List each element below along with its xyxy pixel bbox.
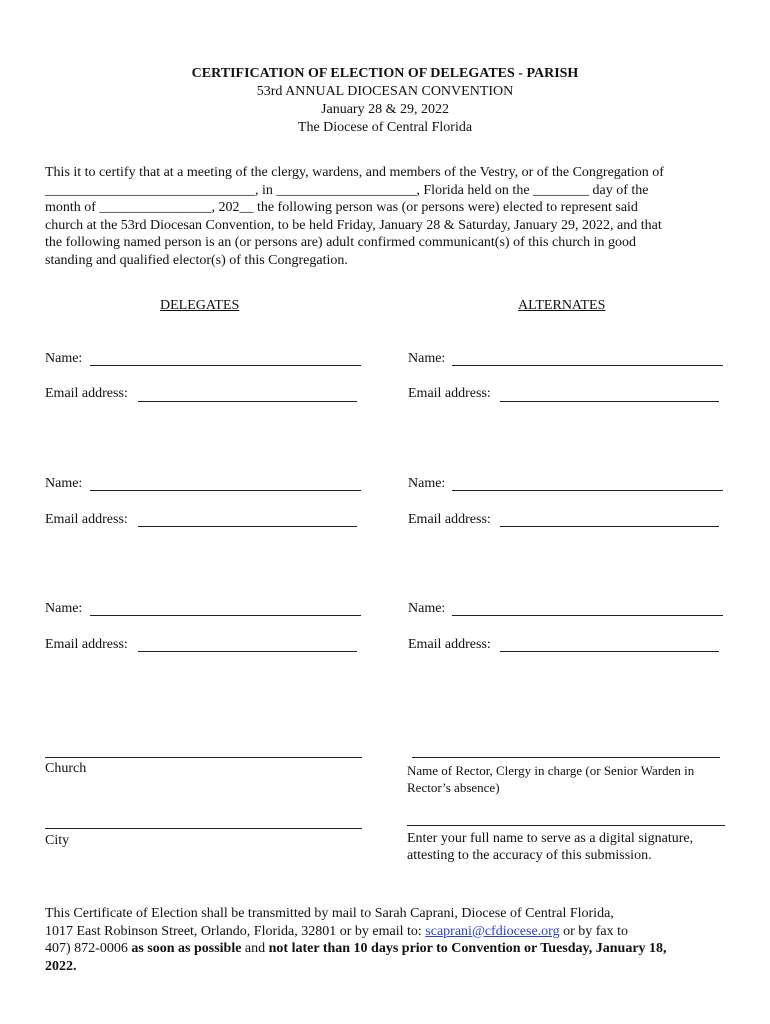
deadline-soon: as soon as possible xyxy=(131,941,242,956)
certification-line: church at the 53rd Diocesan Convention, to be held Friday, January 28 & Saturday, January 29, 2022, and that xyxy=(45,217,662,233)
delegate-2-name-field[interactable] xyxy=(90,490,361,491)
fax-text: or by fax to xyxy=(563,923,629,939)
fax-number: 407) 872-0006 xyxy=(45,941,128,956)
form-title: CERTIFICATION OF ELECTION OF DELEGATES - PARISH xyxy=(191,66,579,81)
delegate-1-name-label: Name: xyxy=(45,351,83,366)
certification-line: standing and qualified elector(s) of this Congregation. xyxy=(45,252,348,268)
alternate-2-name-field[interactable] xyxy=(452,490,723,491)
delegate-2-email-label: Email address: xyxy=(45,512,128,527)
deadline-year: 2022. xyxy=(45,958,77,974)
alternate-1-email-field[interactable] xyxy=(500,401,719,402)
and-text: and xyxy=(244,941,266,956)
transmittal-line xyxy=(45,940,735,958)
deadline-text: not later than 10 days prior to Convention or Tuesday, January 18, xyxy=(268,941,667,956)
certification-paragraph xyxy=(45,164,735,270)
address-text: 1017 East Robinson Street, Orlando, Florida, 32801 or by email to: xyxy=(45,923,422,939)
alternates-heading: ALTERNATES xyxy=(518,298,606,313)
city-field[interactable] xyxy=(45,828,362,829)
alternate-1-email-label: Email address: xyxy=(408,386,491,401)
delegates-heading: DELEGATES xyxy=(160,298,240,313)
transmittal-line: This Certificate of Election shall be transmitted by mail to Sarah Caprani, Diocese of Central Florida, xyxy=(45,906,614,921)
rector-name-field[interactable] xyxy=(412,757,720,758)
delegate-1-email-field[interactable] xyxy=(138,401,357,402)
alternate-2-name-label: Name: xyxy=(408,476,446,491)
alternate-2-email-field[interactable] xyxy=(500,526,719,527)
delegate-3-email-field[interactable] xyxy=(138,651,357,652)
delegate-1-email-label: Email address: xyxy=(45,386,128,401)
convention-dates: January 28 & 29, 2022 xyxy=(321,102,449,117)
city-label: City xyxy=(45,833,70,848)
transmittal-line xyxy=(45,958,735,976)
certification-line: This it to certify that at a meeting of the clergy, wardens, and members of the Vestry, or of the Congregation of xyxy=(45,165,664,180)
certification-line: the following named person is an (or persons are) adult confirmed communicant(s) of this church in good xyxy=(45,235,636,251)
alternate-3-email-label: Email address: xyxy=(408,637,491,652)
delegate-2-name-label: Name: xyxy=(45,476,83,491)
delegate-1-name-field[interactable] xyxy=(90,365,361,366)
delegate-3-name-field[interactable] xyxy=(90,615,361,616)
alternate-1-name-label: Name: xyxy=(408,351,446,366)
alternate-3-name-field[interactable] xyxy=(452,615,723,616)
alternate-3-email-field[interactable] xyxy=(500,651,719,652)
church-field[interactable] xyxy=(45,757,362,758)
diocese-name: The Diocese of Central Florida xyxy=(297,120,473,135)
digital-signature-field[interactable] xyxy=(407,825,725,826)
transmittal-instructions xyxy=(45,905,735,975)
delegate-3-name-label: Name: xyxy=(45,601,83,616)
church-label: Church xyxy=(45,761,87,776)
certification-line: month of ________________, 202__ the following person was (or persons were) elected to represent said xyxy=(45,200,638,216)
delegate-3-email-label: Email address: xyxy=(45,637,128,652)
digital-signature-label: Enter your full name to serve as a digital signature, attesting to the accuracy of this submission. xyxy=(407,831,694,863)
convention-name: 53rd ANNUAL DIOCESAN CONVENTION xyxy=(256,84,514,99)
delegate-2-email-field[interactable] xyxy=(138,526,357,527)
alternate-2-email-label: Email address: xyxy=(408,512,491,527)
certification-line: ______________________________, in ____________________, Florida held on the ________ day of the xyxy=(45,182,649,198)
rector-label: Name of Rector, Clergy in charge (or Senior Warden in Rector’s absence) xyxy=(407,763,695,795)
contact-email-link[interactable]: scaprani@cfdiocese.org xyxy=(425,923,560,939)
alternate-1-name-field[interactable] xyxy=(452,365,723,366)
alternate-3-name-label: Name: xyxy=(408,601,446,616)
transmittal-line xyxy=(45,923,735,941)
